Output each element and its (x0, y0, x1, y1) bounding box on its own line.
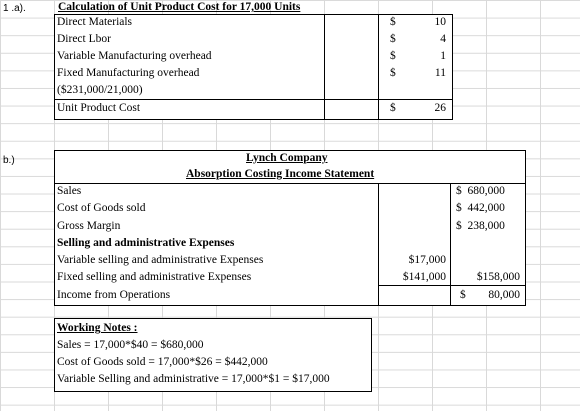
part-b-label: b.) (3, 155, 15, 166)
currency-symbol: $ (390, 33, 396, 45)
statement-mid-value: $17,000 (408, 254, 446, 266)
working-notes-title: Working Notes : (57, 322, 138, 334)
unit-cost-title: Calculation of Unit Product Cost for 17,000 Units (58, 1, 301, 13)
company-name: Lynch Company (246, 152, 328, 164)
working-note-line: Variable Selling and administrative = 17,000*$1 = $17,000 (57, 373, 330, 385)
statement-row-label: Income from Operations (57, 289, 171, 301)
currency-symbol: $ (390, 16, 396, 28)
statement-row-label: Sales (57, 185, 82, 197)
unit-cost-value: 11 (434, 67, 446, 79)
unit-cost-row-label: ($231,000/21,000) (57, 84, 143, 96)
statement-row-label: Gross Margin (57, 220, 121, 232)
currency-symbol: $ (390, 50, 396, 62)
statement-title: Absorption Costing Income Statement (186, 168, 375, 180)
unit-cost-row-label: Fixed Manufacturing overhead (57, 67, 200, 79)
statement-right-value: $ 442,000 (456, 202, 505, 214)
currency-symbol: $ (390, 102, 396, 114)
unit-cost-total-value: 26 (434, 102, 446, 114)
statement-section-heading: Selling and administrative Expenses (57, 237, 235, 249)
statement-row-label: Variable selling and administrative Expenses (57, 254, 264, 266)
statement-row-label: Fixed selling and administrative Expenses (57, 271, 252, 283)
statement-right-value: $ 238,000 (456, 220, 505, 232)
currency-symbol: $ (460, 289, 466, 301)
statement-mid-value: $141,000 (402, 271, 446, 283)
unit-cost-row-label: Direct Materials (57, 16, 133, 28)
unit-cost-row-label: Unit Product Cost (57, 102, 141, 114)
statement-row-label: Cost of Goods sold (57, 202, 146, 214)
currency-symbol: $ (390, 67, 396, 79)
statement-right-value: $ 680,000 (456, 185, 505, 197)
unit-cost-row-label: Direct Lbor (57, 33, 111, 45)
working-note-line: Cost of Goods sold = 17,000*$26 = $442,000 (57, 356, 268, 368)
unit-cost-row-label: Variable Manufacturing overhead (57, 50, 212, 62)
unit-cost-value: 4 (440, 33, 446, 45)
statement-right-value: $158,000 (476, 271, 520, 283)
income-from-operations-value: 80,000 (488, 289, 520, 301)
unit-cost-value: 1 (440, 50, 446, 62)
working-note-line: Sales = 17,000*$40 = $680,000 (57, 339, 204, 351)
unit-cost-value: 10 (434, 16, 446, 28)
part-a-label: 1 .a). (3, 3, 26, 14)
